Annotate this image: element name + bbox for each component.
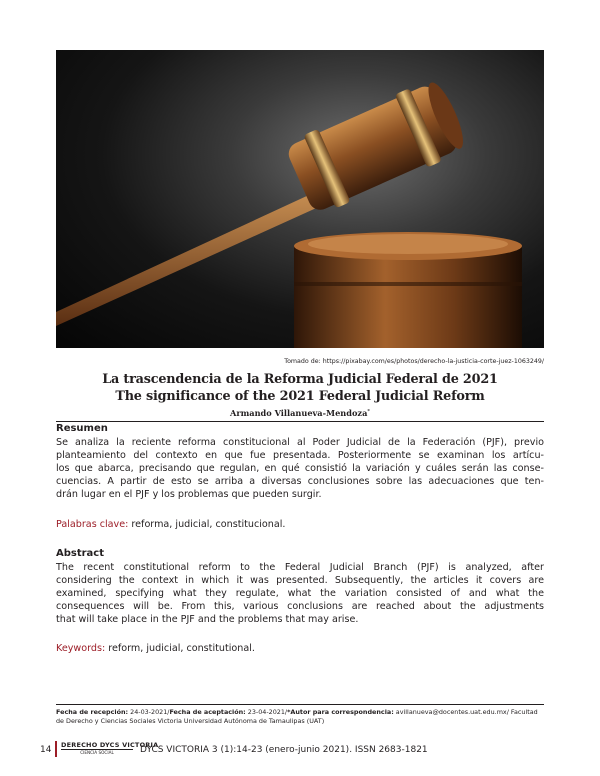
- author-name: Armando Villanueva-Mendoza: [229, 408, 368, 418]
- recepcion-label: Fecha de recepción:: [56, 708, 129, 716]
- autor-label: *Autor para correspondencia:: [287, 708, 394, 716]
- palabras-clave-label: Palabras clave:: [56, 519, 129, 530]
- author-mark: *: [367, 408, 371, 415]
- page-number: 14: [40, 745, 52, 755]
- divider: [56, 421, 544, 422]
- title-spanish: La trascendencia de la Reforma Judicial Federal de 2021: [102, 372, 498, 387]
- resumen-line: cuencias. A partir de esto se arriba a diversas conclusiones sobre las adecuaciones que ten-: [56, 476, 544, 487]
- abstract-heading: Abstract: [56, 548, 105, 559]
- logo-subtext: CIENCIA SOCIAL: [80, 750, 114, 755]
- recepcion-date: 24-03-2021/: [128, 708, 170, 716]
- keywords: [56, 643, 255, 654]
- resumen-line: drán lugar en el PJF y los problemas que pueden surgir.: [56, 489, 322, 500]
- footnote-divider: [56, 704, 544, 705]
- journal-logo: [61, 741, 159, 757]
- logo-text: DERECHO DYCS VICTORIA: [61, 741, 159, 749]
- resumen-heading: Resumen: [56, 423, 108, 434]
- author-line: [0, 408, 600, 418]
- palabras-clave: [56, 519, 285, 530]
- footnote-line: [56, 708, 544, 717]
- gavel-illustration: [56, 50, 544, 348]
- abstract-line: considering the context in which it was presented. Subsequently, the articles it covers are: [56, 575, 544, 586]
- resumen-line: planteamiento del contexto en que fue presentada. Posteriormente se examinan los artícu-: [56, 450, 544, 461]
- resumen-paragraph: [56, 436, 544, 501]
- abstract-line: consequences will be. From this, various conclusions are reached about the adjustments: [56, 601, 544, 612]
- abstract-line: examined, specifying what they regulate, what the variation consisted of and what the: [56, 588, 544, 599]
- resumen-line: los que abarca, precisando que regulan, en qué consistió la variación y cuáles serán las conse-: [56, 463, 544, 474]
- abstract-line: that will take place in the PJF and the problems that may arise.: [56, 614, 359, 625]
- palabras-clave-value: reforma, judicial, constitucional.: [128, 519, 286, 530]
- resumen-line: Se analiza la reciente reforma constitucional al Poder Judicial de la Federación (PJF), previo: [56, 437, 544, 448]
- footnote: [56, 708, 544, 726]
- keywords-value: reform, judicial, constitutional.: [105, 643, 255, 654]
- sound-block: [294, 232, 522, 348]
- journal-citation: DYCS VICTORIA 3 (1):14-23 (enero-junio 2021). ISSN 2683-1821: [140, 745, 428, 755]
- footnote-affiliation: de Derecho y Ciencias Sociales Victoria Universidad Autónoma de Tamaulipas (UAT): [56, 717, 325, 725]
- gavel-head: [283, 75, 471, 217]
- aceptacion-label: Fecha de aceptación:: [169, 708, 246, 716]
- autor-contact: avillanueva@docentes.uat.edu.mx/ Facultad: [393, 708, 538, 716]
- abstract-line: The recent constitutional reform to the Federal Judicial Branch (PJF) is analyzed, after: [56, 562, 544, 573]
- keywords-label: Keywords:: [56, 643, 106, 654]
- image-credit: Tomado de: https://pixabay.com/es/photos/derecho-la-justicia-corte-juez-1063249/: [284, 358, 544, 365]
- footer-accent-bar: [55, 741, 57, 757]
- gavel-photo: [56, 50, 544, 348]
- title-english: The significance of the 2021 Federal Judicial Reform: [115, 389, 485, 404]
- abstract-paragraph: [56, 561, 544, 626]
- aceptacion-date: 23-04-2021/: [245, 708, 288, 716]
